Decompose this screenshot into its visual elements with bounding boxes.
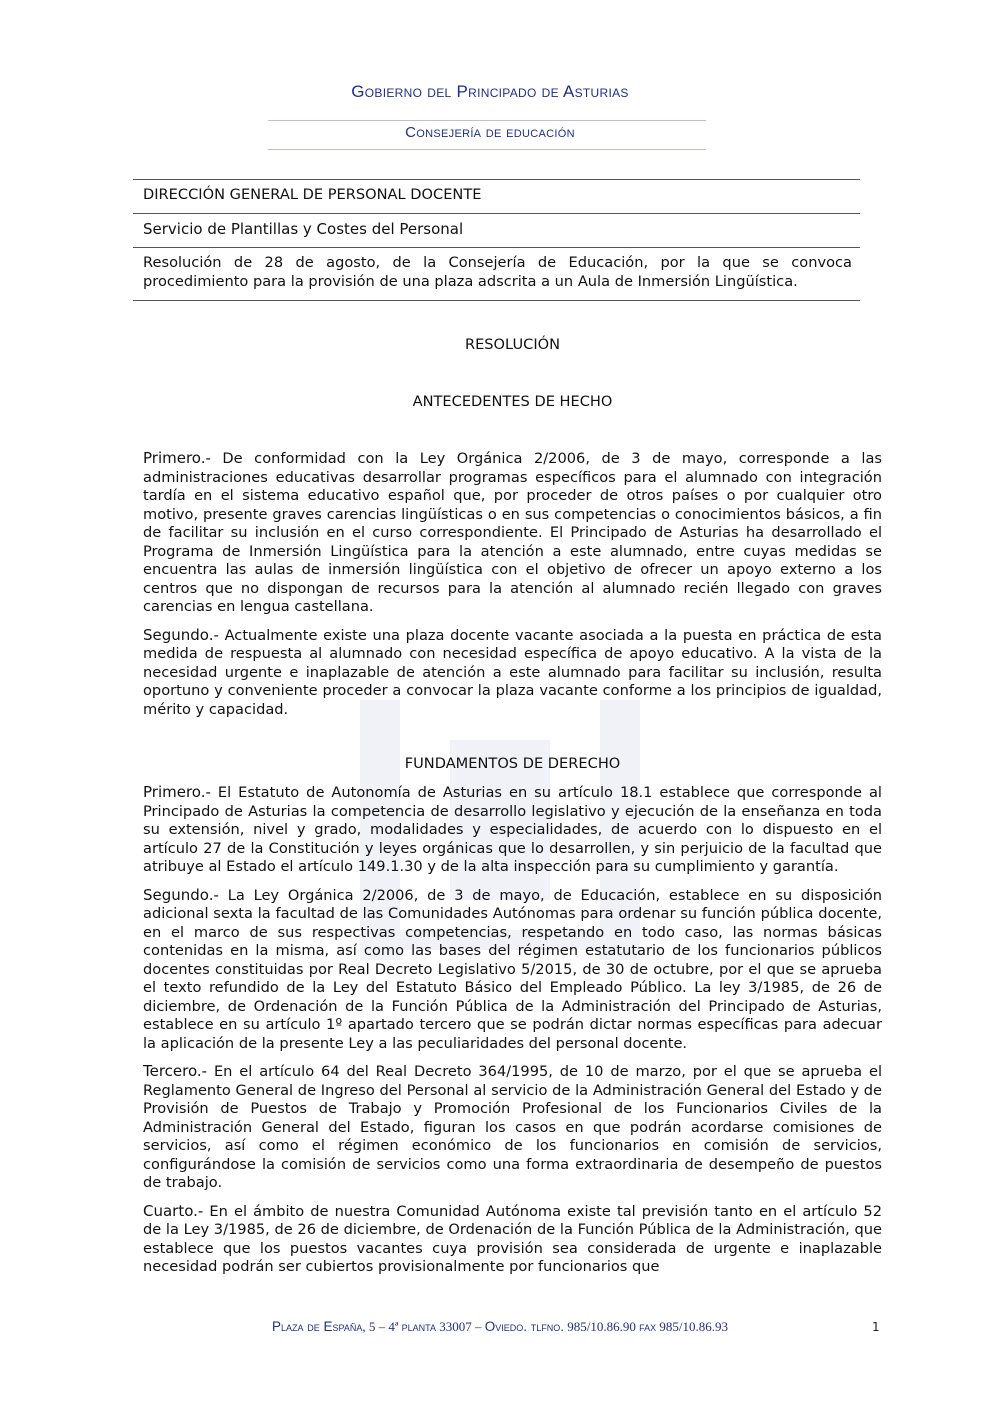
footer-address-part: fax [639,1319,657,1334]
paragraph-text: De conformidad con la Ley Orgánica 2/2006, de 3 de mayo, corresponde a las administraciones educativas desarrollar programas específicos para el alumnado con integración tardía en el sistema educativo español que, por proceder de otros países o por cualquier otro motivo, presente graves carencias lingüísticas o en sus competencias o conocimientos básicos, a fin de facilitar su inclusión en el curso correspondiente. El Principado de Asturias ha desarrollado el Programa de Inmersión Lingüística para la atención a este alumnado, entre cuyas medidas se encuentra las aulas de inmersión lingüística con el objetivo de ofrecer un apoyo externo a los centros que no dispongan de recursos para la atención al alumnado recién llegado con graves carencias en lengua castellana. [143,450,882,615]
fundamentos-heading: FUNDAMENTOS DE DERECHO [404,755,621,772]
footer-address [0,1319,1000,1335]
resolution-title: RESOLUCIÓN [464,336,561,353]
header-divider [268,149,706,150]
paragraph-text: La Ley Orgánica 2/2006, de 3 de mayo, de Educación, establece en su disposición adicional sexta la facultad de las Comunidades Autónomas para ordenar su función pública docente, en el marco de sus respectivas competencias, respetando en todo caso, las normas básicas contenidas en la misma, así como las bases del régimen estatutario de los funcionarios públicos docentes constituidas por Real Decreto Legislativo 5/2015, de 30 de octubre, por el que se aprueba el texto refundido de la Ley del Estatuto Básico del Empleado Público. La ley 3/1985, de 26 de diciembre, de Ordenación de la Función Pública de la Administración del Principado de Asturias, establece en su artículo 1º apartado tercero que se podrán dictar normas específicas para adecuar la aplicación de la presente Ley a las peculiaridades del personal docente. [143,886,882,1052]
paragraph-text: En el artículo 64 del Real Decreto 364/1995, de 10 de marzo, por el que se aprueba el Reglamento General de Ingreso del Personal al servicio de la Administración General del Estado y de Provisión de Puestos de Trabajo y Promoción Profesional de los Funcionarios Civiles de la Administración General del Estado, figuran los casos en que podrán acordarse comisiones de servicios, así como el régimen económico de los funcionarios en comisión de servicios, configurándose la comisión de servicios como una forma extraordinaria de desempeño de puestos de trabajo. [143,1063,882,1191]
header-title: Gobierno del Principado de Asturias [351,82,629,101]
paragraph [143,626,882,720]
table-rule [133,300,860,301]
service-label: Servicio de Plantillas y Costes del Personal [143,220,464,238]
footer-address-part: 985/10.86.93 [656,1319,729,1334]
paragraph-lead: Primero.- [143,783,211,801]
page-number: 1 [872,1320,880,1334]
paragraph-lead: Cuarto.- [143,1201,204,1220]
resolution-summary: Resolución de 28 de agosto, de la Consejería de Educación, por la que se convoca procedimiento para la provisión de una plaza adscrita a un Aula de Inmersión Lingüística. [143,254,852,290]
footer-address-part: planta [401,1319,437,1334]
antecedentes-heading: ANTECEDENTES DE HECHO [412,393,613,410]
footer-address-part: Oviedo. tlfno. [484,1319,565,1334]
table-rule [133,247,860,248]
paragraph-lead: Segundo.- [143,885,219,904]
paragraph [143,886,882,1054]
paragraph [143,449,882,617]
paragraph [143,783,882,877]
directorate-label: DIRECCIÓN GENERAL DE PERSONAL DOCENTE [143,186,482,203]
paragraph-text: El Estatuto de Autonomía de Asturias en su artículo 18.1 establece que corresponde al Principado de Asturias la competencia de desarrollo legislativo y ejecución de la enseñanza en toda su extensión, nivel y grado, modalidades y especialidades, de acuerdo con lo dispuesto en el artículo 27 de la Constitución y leyes orgánicas que lo desarrollen, y sin perjuicio de la facultad que atribuye al Estado el artículo 149.1.30 y de la alta inspección para su cumplimiento y garantía. [143,784,882,875]
paragraph-text: Actualmente existe una plaza docente vacante asociada a la puesta en práctica de esta medida de respuesta al alumnado con necesidad específica de apoyo educativo. A la vista de la necesidad urgente e inaplazable de atención a este alumnado para facilitar su inclusión, resulta oportuno y conveniente proceder a convocar la plaza vacante conforme a los principios de igualdad, mérito y capacidad. [143,626,882,718]
paragraph-text: En el ámbito de nuestra Comunidad Autónoma existe tal previsión tanto en el artículo 52 de la Ley 3/1985, de 26 de diciembre, de Ordenación de la Función Pública de la Administración, que establece que los puestos vacantes cuya provisión sea considerada de urgente e inaplazable necesidad podrán ser cubiertos provisionalmente por funcionarios que [143,1202,882,1275]
header-subtitle: Consejería de educación [405,124,575,141]
table-rule [133,213,860,214]
footer-address-part: , 5 – 4ª [362,1319,402,1334]
header-divider [268,120,706,121]
paragraph-lead: Tercero.- [143,1062,208,1080]
paragraph-lead: Segundo.- [143,625,219,644]
paragraph [143,1202,882,1277]
footer-address-part: 985/10.86.90 [564,1319,640,1334]
footer-address-part: 33007 – [436,1319,485,1334]
fundamentos-body [143,783,882,1286]
paragraph-lead: Primero.- [143,449,211,467]
table-rule [133,179,860,180]
antecedentes-body [143,449,882,728]
paragraph [143,1062,882,1193]
footer-address-part: Plaza de España [271,1319,363,1334]
